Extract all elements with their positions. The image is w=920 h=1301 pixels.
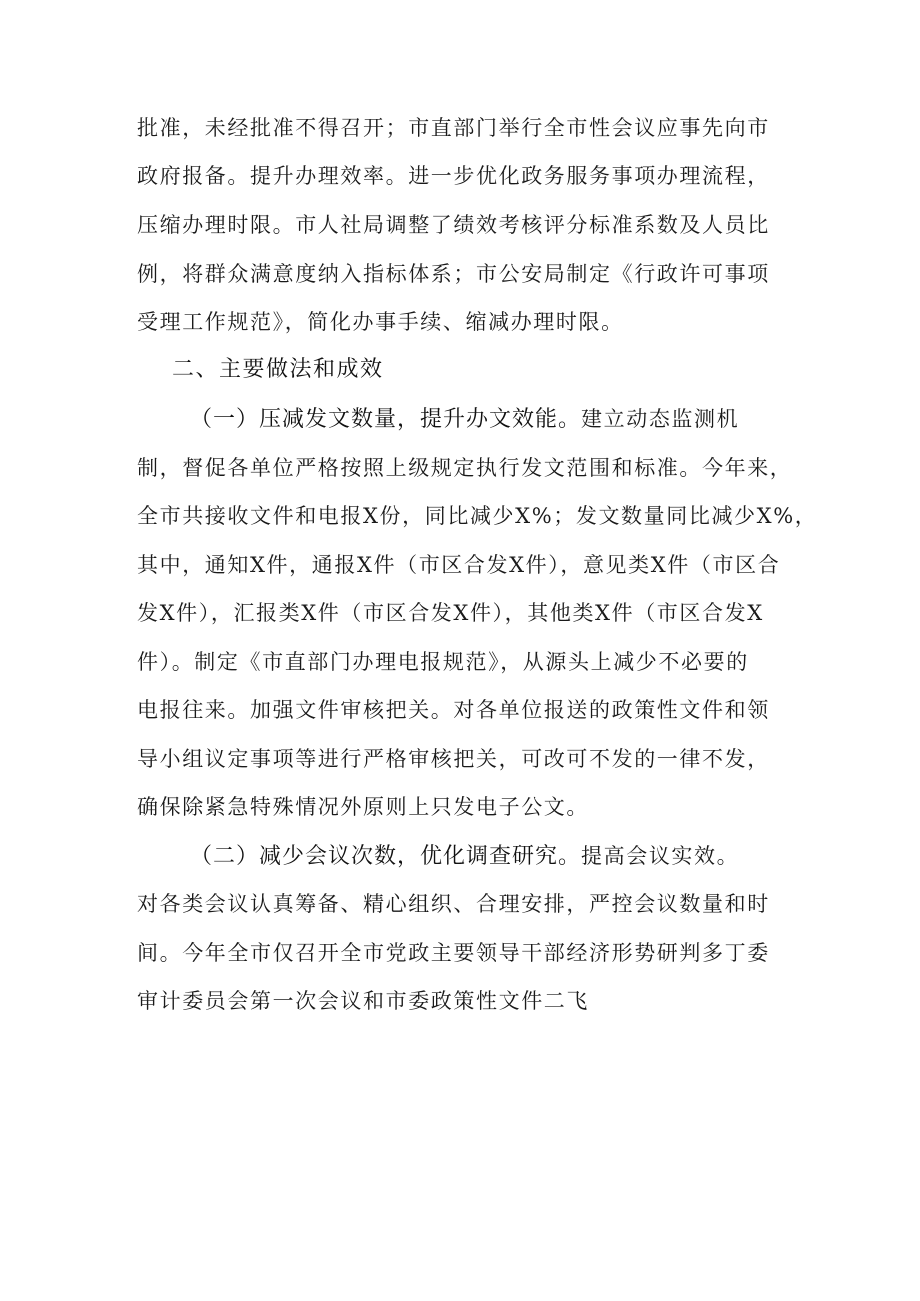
paragraph-line: 其中，通知X件，通报X件（市区合发X件），意见类X件（市区合 [137,553,781,577]
subsection-first-line [190,841,800,871]
paragraph-line: 压缩办理时限。市人社局调整了绩效考核评分标准系数及人员比 [137,213,770,237]
paragraph-line: 受理工作规范》，简化办事手续、缩减办理时限。 [137,310,624,334]
paragraph-line: 批准，未经批准不得召开；市直部门举行全市性会议应事先向市 [137,116,770,140]
subsection-first-line-text: 建立动态监测机 [581,407,740,431]
paragraph-line: 发X件），汇报类X件（市区合发X件），其他类X件（市区合发X [137,601,764,625]
paragraph-line: 全市共接收文件和电报X份，同比减少X%；发文数量同比减少X%， [137,504,818,528]
section-heading: 二、主要做法和成效 [172,357,384,382]
subsection-first-line [190,404,800,434]
paragraph-line: 政府报备。提升办理效率。进一步优化政务服务事项办理流程， [137,164,770,188]
paragraph-line: 件）。制定《市直部门办理电报规范》，从源头上减少不必要的 [137,650,749,674]
paragraph-line: 导小组议定事项等进行严格审核把关，可改可不发的一律不发， [137,747,770,771]
paragraph-line: 制，督促各单位严格按照上级规定执行发文范围和标准。今年来， [137,456,793,480]
paragraph-line: 间。今年全市仅召开全市党政主要领导干部经济形势研判多丁委 [137,941,770,965]
paragraph-line: 电报往来。加强文件审核把关。对各单位报送的政策性文件和领 [137,698,770,722]
paragraph-line: 确保除紧急特殊情况外原则上只发电子公文。 [137,795,589,819]
subsection-first-line-text: 提高会议实效。 [581,844,740,868]
subsection-title: （一）压减发文数量，提升办文效能。 [190,407,582,432]
subsection-title: （二）减少会议次数，优化调查研究。 [190,844,582,869]
paragraph-line: 审计委员会第一次会议和市委政策性文件二飞 [137,989,589,1013]
paragraph-line: 对各类会议认真筹备、精心组织、合理安排，严控会议数量和时 [137,892,770,916]
paragraph-line: 例，将群众满意度纳入指标体系；市公安局制定《行政许可事项 [137,262,770,286]
